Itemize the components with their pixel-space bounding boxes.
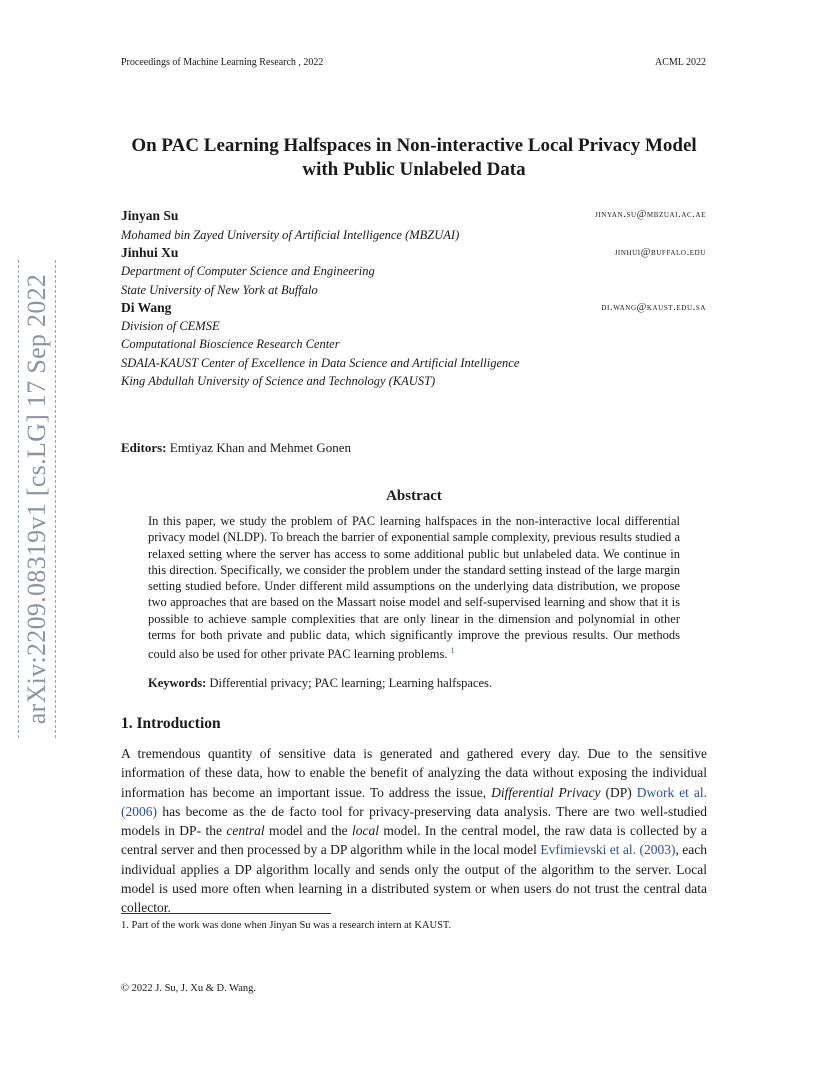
paper-title (100, 134, 728, 182)
author-name: Jinhui Xu (121, 245, 179, 260)
intro-text: (DP) (600, 784, 637, 800)
author-name: Di Wang (121, 300, 172, 315)
footnote-text: 1. Part of the work was done when Jinyan Su was a research intern at KAUST. (121, 920, 452, 931)
keywords-label: Keywords: (148, 676, 207, 690)
footnote-divider (121, 913, 331, 914)
local-term: local (351, 823, 379, 839)
editors-line (121, 440, 351, 456)
section-heading: 1. Introduction (121, 715, 221, 732)
author-affiliation: Computational Bioscience Research Center (121, 337, 340, 351)
author-affiliation: Department of Computer Science and Engineering (121, 264, 375, 278)
editors-names: Emtiyaz Khan and Mehmet Gonen (166, 440, 351, 455)
arxiv-identifier: arXiv:2209.08319v1 [cs.LG] 17 Sep 2022 (22, 273, 51, 725)
dp-term: Differential Privacy (491, 784, 601, 800)
intro-paragraph (121, 744, 707, 918)
citation-author[interactable]: Dwork et al. (636, 784, 708, 800)
title-line-1: On PAC Learning Halfspaces in Non-interactive Local Privacy Model (131, 135, 697, 156)
abstract-text: In this paper, we study the problem of PAC learning halfspaces in the non-interactive local differential privacy model (NLDP). To breach the barrier of exponential sample complexity, previous results studied a relaxed setting where the server has access to some additional public but unlabeled data. We continue in this direction. Specifically, we consider the problem under the standard setting instead of the large margin setting studied before. Under different mild assumptions on the underlying data distribution, we propose two approaches that are based on the Massart noise model and self-supervised learning and show that it is possible to achieve sample complexities that are only linear in the dimension and polynomial in other terms for both private and public data, which significantly improve the previous results. Our methods could also be used for other private PAC learning problems. (148, 514, 680, 662)
title-line-2: with Public Unlabeled Data (302, 159, 526, 180)
citation-author[interactable]: Evfimievski et al. (540, 842, 637, 858)
copyright-notice: © 2022 J. Su, J. Xu & D. Wang. (121, 983, 256, 994)
intro-text: A tremendous quantity of sensitive data is generated and gathered every day. Due to the sensitive information of these data, how to enable the benefit of analyzing the data without exposing the individual information has become an important issue. To address the issue, (121, 746, 707, 800)
intro-text: model and the (264, 823, 352, 839)
abstract-body (148, 513, 680, 663)
author-email[interactable]: jinyan.su@mbzuai.ac.ae (595, 209, 706, 220)
author-name: Jinyan Su (121, 208, 179, 223)
central-term: central (226, 823, 265, 839)
running-header-right: ACML 2022 (654, 57, 706, 68)
running-header-left: Proceedings of Machine Learning Research , 2022 (121, 57, 324, 68)
author-affiliation: King Abdullah University of Science and Technology (KAUST) (121, 374, 436, 388)
keywords-line (148, 676, 492, 691)
citation-link-evfimievski[interactable]: Evfimievski et al. (2003) (540, 842, 676, 858)
author-affiliation: Mohamed bin Zayed University of Artificial Intelligence (MBZUAI) (121, 228, 460, 242)
citation-link-dwork[interactable]: Dwork et al. (2006) (121, 784, 708, 819)
author-affiliation: State University of New York at Buffalo (121, 283, 318, 297)
author-email[interactable]: jinhui@buffalo.edu (614, 247, 706, 258)
citation-year[interactable]: 2003 (643, 842, 671, 858)
author-affiliation: Division of CEMSE (121, 319, 220, 333)
intro-text: , each individual applies a DP algorithm locally and sends only the output of the algorithm to the server. Local model is used more often when learning in a distributed system or when users do not trust the central data collector. (121, 842, 707, 916)
footnote-marker[interactable]: 1 (450, 646, 455, 656)
abstract-heading: Abstract (386, 488, 442, 504)
author-affiliation: SDAIA-KAUST Center of Excellence in Data Science and Artificial Intelligence (121, 356, 520, 370)
editors-label: Editors: (121, 440, 167, 455)
citation-year[interactable]: 2006 (125, 803, 153, 819)
intro-text: has become as the de facto tool for privacy-preserving data analysis. There are two well-studied models in DP- the (121, 803, 707, 839)
author-email[interactable]: di.wang@kaust.edu.sa (601, 302, 706, 313)
keywords-text: Differential privacy; PAC learning; Learning halfspaces. (206, 676, 493, 690)
intro-text: model. In the central model, the raw data is collected by a central server and then processed by a DP algorithm while in the local model (121, 823, 707, 858)
